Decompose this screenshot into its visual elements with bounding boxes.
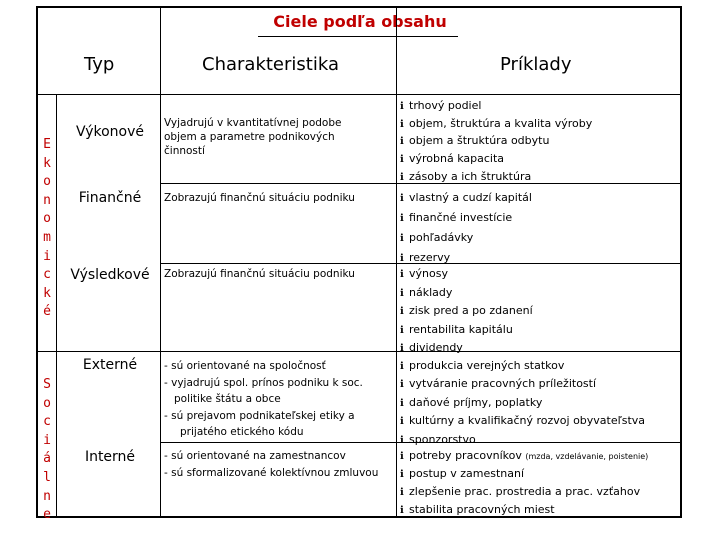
bullet-icon: ℹ [400,213,404,224]
example-item: ℹ daňové príjmy, poplatky [400,394,682,412]
bullet-icon: ℹ [400,397,404,409]
group-letter: o [43,211,51,227]
row-examples-performance [400,98,682,187]
bullet-icon: ℹ [400,379,404,391]
row-type-external: Externé [82,357,138,373]
example-item: ℹ zásoby a ich štruktúra [400,169,682,187]
group-letter: n [43,488,51,504]
example-item: ℹ sponzorstvo [400,431,682,449]
bullet-icon: ℹ [400,487,404,498]
row-examples-financial [400,188,682,268]
header-characteristics: Charakteristika [202,54,339,75]
example-item: ℹ rentabilita kapitálu [400,321,682,340]
group-letter: k [43,155,51,171]
char-line: Zobrazujú finančnú situáciu podniku [164,268,355,280]
row-char-performance [164,116,388,158]
group-letter: i [43,248,51,264]
example-item: ℹ vytváranie pracovných príležitostí [400,375,682,393]
group-letter: é [43,304,51,320]
row-char-internal [164,448,388,481]
bullet-icon: ℹ [400,154,404,166]
char-line: - sú prejavom podnikateľskej etiky a [164,409,355,422]
header-examples: Príklady [500,54,572,75]
row-char-external [164,358,388,441]
bullet-icon: ℹ [400,306,404,318]
group-letter: S [43,377,51,392]
bullet-icon: ℹ [400,451,404,462]
group-letter: n [43,192,51,208]
example-item: ℹ dividendy [400,339,682,358]
group-letter: m [43,229,51,245]
bullet-icon: ℹ [400,136,404,148]
bullet-icon: ℹ [400,469,404,480]
divider-header [36,94,682,95]
example-item: ℹ vlastný a cudzí kapitál [400,188,682,208]
group-letter: e [43,507,51,523]
group-label-economic [40,136,54,322]
row-examples-external [400,357,682,449]
divider-col-0 [56,94,57,518]
bullet-icon: ℹ [400,193,404,204]
slide-title: Ciele podľa obsahu [273,12,447,31]
row-char-result [164,267,388,281]
bullet-icon: ℹ [400,324,404,336]
bullet-icon: ℹ [400,416,404,428]
row-char-financial [164,191,388,205]
char-line: Vyjadrujú v kvantitatívnej podobe [164,117,342,129]
example-item: ℹ rezervy [400,248,682,268]
char-line: - sú orientované na spoločnosť [164,360,326,372]
example-item: ℹ zisk pred a po zdanení [400,302,682,321]
example-item: ℹ výnosy [400,265,682,284]
bullet-icon: ℹ [400,269,404,280]
example-item: ℹ výrobná kapacita [400,151,682,169]
char-line: objem a parametre podnikových [164,131,335,143]
example-item: ℹ produkcia verejných statkov [400,357,682,375]
char-line: Zobrazujú finančnú situáciu podniku [164,192,355,204]
char-line: - sú orientované na zamestnancov [164,450,346,462]
row-type-performance: Výkonové [76,124,144,140]
group-letter: i [43,432,51,448]
char-line: politike štátu a obce [174,393,281,405]
group-letter: á [43,451,51,467]
row-type-financial: Finančné [78,190,142,206]
group-label-social [40,376,54,525]
header-type: Typ [84,54,115,75]
bullet-icon: ℹ [400,287,404,299]
char-line: prijatého etického kódu [180,426,304,438]
group-letter: o [43,174,51,190]
example-item: ℹ potreby pracovníkov (mzda, vzdelávanie, poistenie) [400,447,682,465]
bullet-icon: ℹ [400,171,404,183]
example-item: ℹ trhový podiel [400,98,682,116]
bullet-icon: ℹ [400,434,404,446]
example-item: ℹ finančné investície [400,208,682,228]
example-item: ℹ zlepšenie prac. prostredia a prac. vzťahov [400,483,682,501]
example-item: ℹ objem a štruktúra odbytu [400,133,682,151]
example-item: ℹ objem, štruktúra a kvalita výroby [400,116,682,134]
row-examples-internal [400,447,682,519]
group-letter: E [43,137,51,152]
row-type-result: Výsledkové [70,267,150,283]
example-item: ℹ kultúrny a kvalifikačný rozvoj obyvateľstva [400,412,682,430]
example-item: ℹ postup v zamestnaní [400,465,682,483]
row-examples-result [400,265,682,358]
group-letter: c [43,267,51,283]
char-line: činností [164,145,205,157]
row-type-internal: Interné [84,449,136,465]
char-line: - sú sformalizované kolektívnou zmluvou [164,466,379,479]
bullet-icon: ℹ [400,505,404,516]
bullet-icon: ℹ [400,361,404,372]
group-letter: o [43,395,51,411]
char-line: - vyjadrujú spol. prínos podniku k soc. [164,376,363,389]
bullet-icon: ℹ [400,118,404,130]
bullet-icon: ℹ [400,233,404,244]
bullet-icon: ℹ [400,101,404,112]
example-item: ℹ stabilita pracovných miest [400,501,682,519]
group-letter: k [43,285,51,301]
example-item: ℹ pohľadávky [400,228,682,248]
bullet-icon: ℹ [400,253,404,264]
example-item: ℹ náklady [400,284,682,303]
group-letter: l [43,469,51,485]
bullet-icon: ℹ [400,343,404,355]
group-letter: c [43,414,51,430]
example-note: (mzda, vzdelávanie, poistenie) [525,452,649,461]
